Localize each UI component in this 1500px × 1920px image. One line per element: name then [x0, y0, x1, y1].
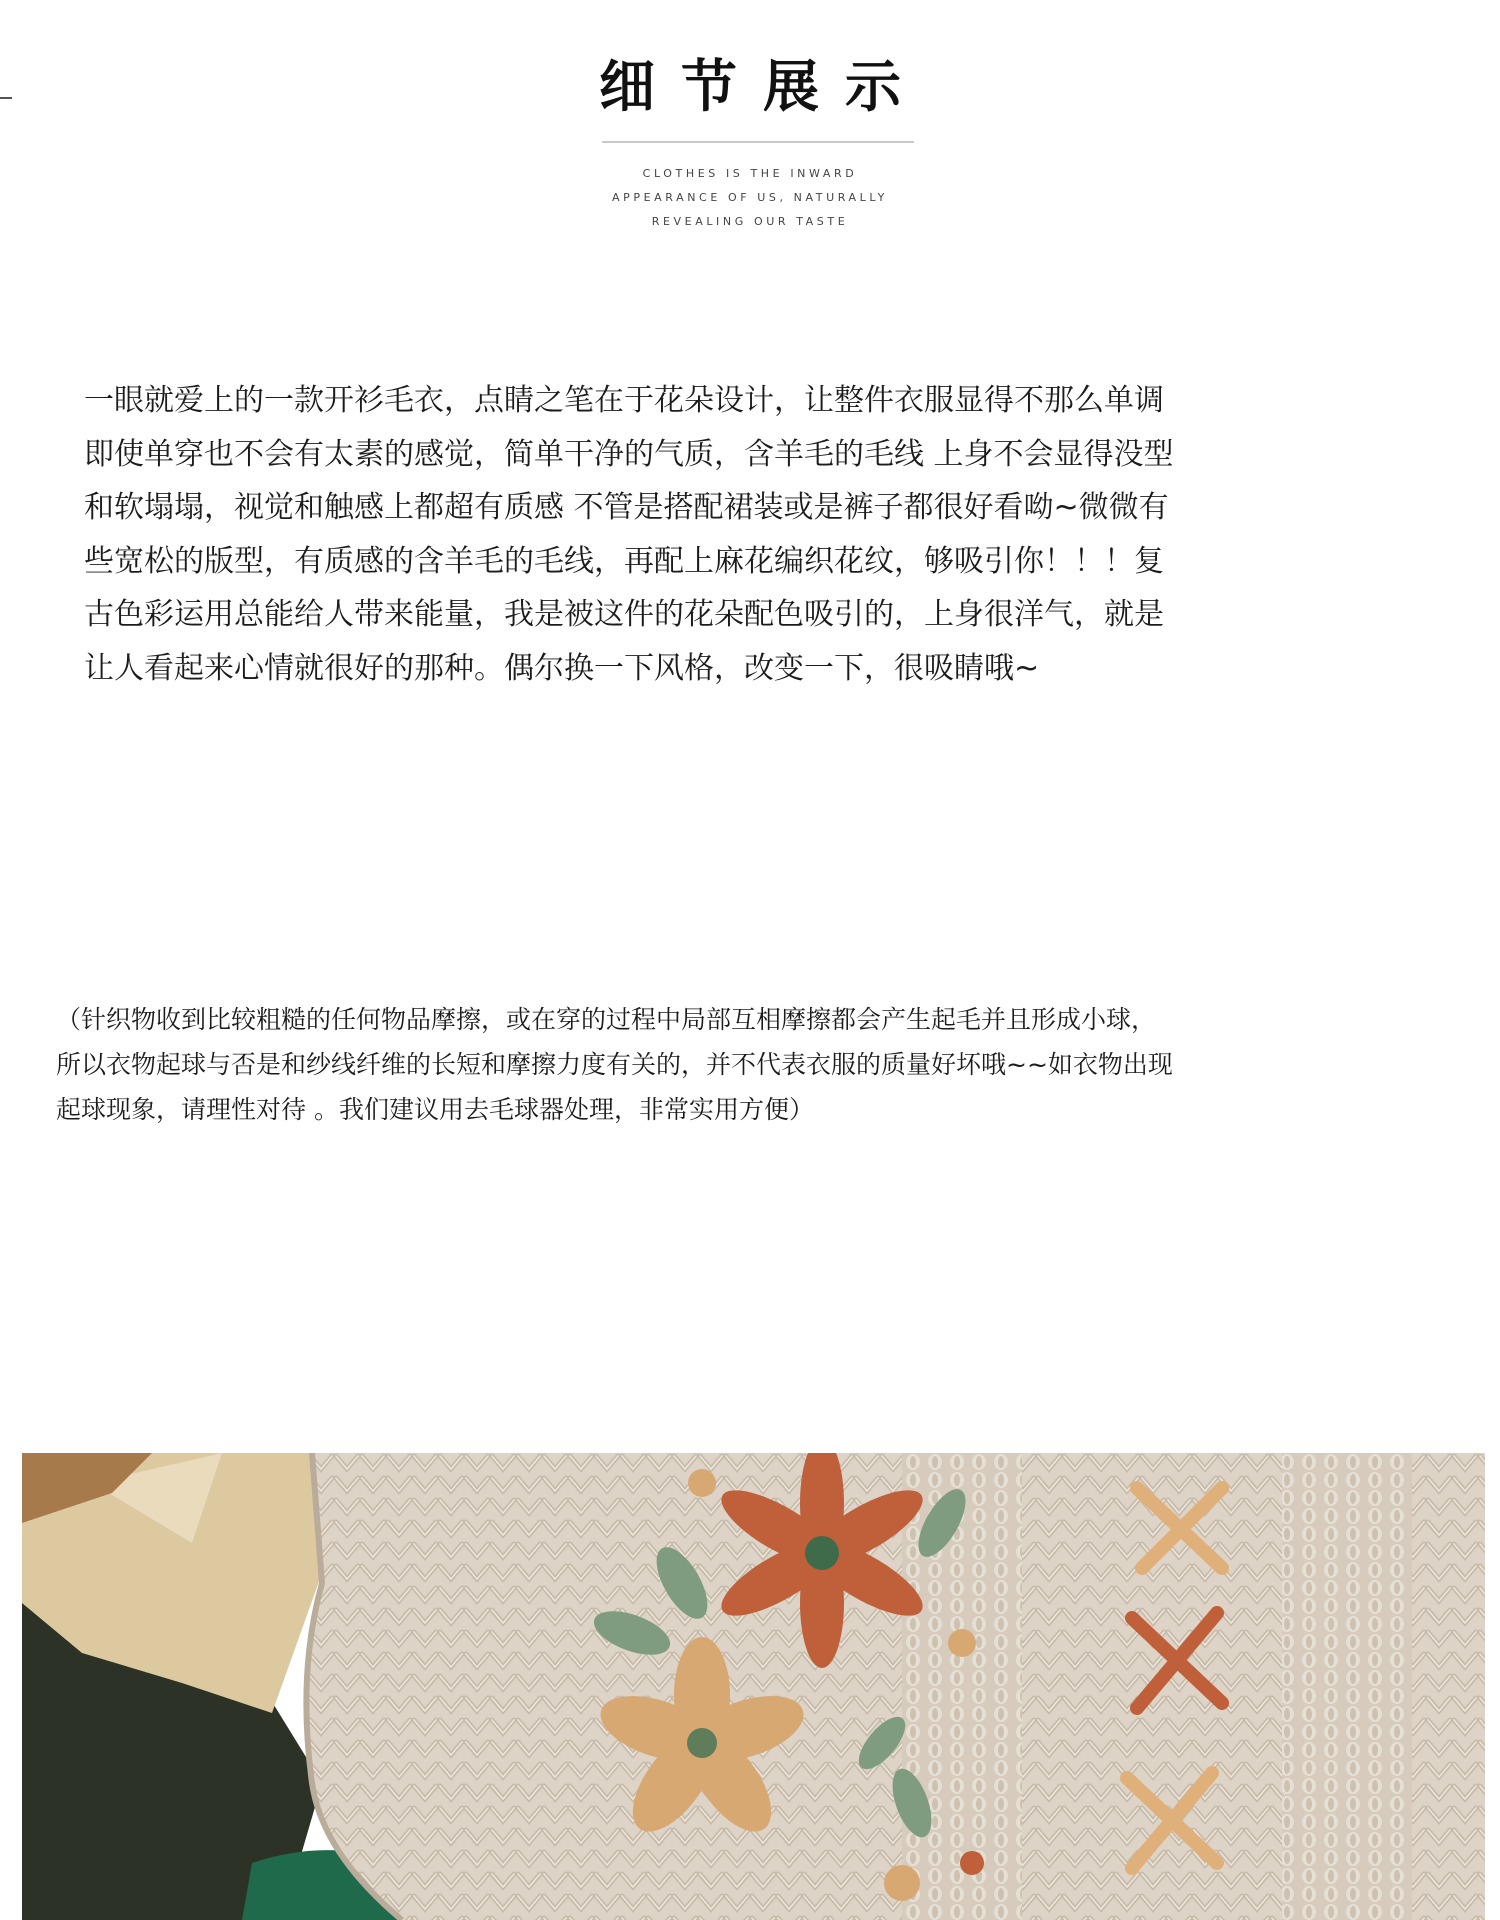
care-note-line: （针织物收到比较粗糙的任何物品摩擦，或在穿的过程中局部互相摩擦都会产生起毛并且形成小球，: [56, 1005, 1157, 1034]
tagline-line: REVEALING OUR TASTE: [651, 215, 849, 228]
cable-rib-panel: [1282, 1453, 1412, 1920]
description-line: 让人看起来心情就很好的那种。偶尔换一下风格，改变一下，很吸睛哦~: [84, 650, 1040, 686]
product-description: [84, 374, 1424, 695]
care-note-line: 起球现象，请理性对待 。我们建议用去毛球器处理，非常实用方便）: [56, 1095, 814, 1124]
description-line: 即使单穿也不会有太素的感觉，简单干净的气质，含羊毛的毛线 上身不会显得没型: [84, 436, 1174, 472]
title-divider: [602, 141, 914, 143]
description-line: 一眼就爱上的一款开衫毛衣，点睛之笔在于花朵设计，让整件衣服显得不那么单调: [84, 383, 1164, 418]
description-line: 古色彩运用总能给人带来能量，我是被这件的花朵配色吸引的，上身很洋气，就是: [84, 597, 1164, 632]
tagline-line: CLOTHES IS THE INWARD: [642, 167, 858, 180]
tagline: [0, 162, 1500, 234]
product-detail-photo: [22, 1453, 1485, 1920]
cable-rib-panel: [902, 1453, 1022, 1920]
tagline-line: APPEARANCE OF US, NATURALLY: [612, 191, 888, 204]
description-line: 些宽松的版型，有质感的含羊毛的毛线，再配上麻花编织花纹，够吸引你！！！复: [84, 543, 1164, 579]
section-title: 细节展示: [599, 55, 927, 120]
care-note-line: 所以衣物起球与否是和纱线纤维的长短和摩擦力度有关的，并不代表衣服的质量好坏哦~~如衣物出现: [56, 1050, 1173, 1079]
sweater-closeup-illustration: [22, 1453, 1485, 1920]
description-line: 和软塌塌，视觉和触感上都超有质感 不管是搭配裙装或是裤子都很好看呦~微微有: [84, 490, 1169, 525]
pilling-care-note: [56, 997, 1476, 1132]
